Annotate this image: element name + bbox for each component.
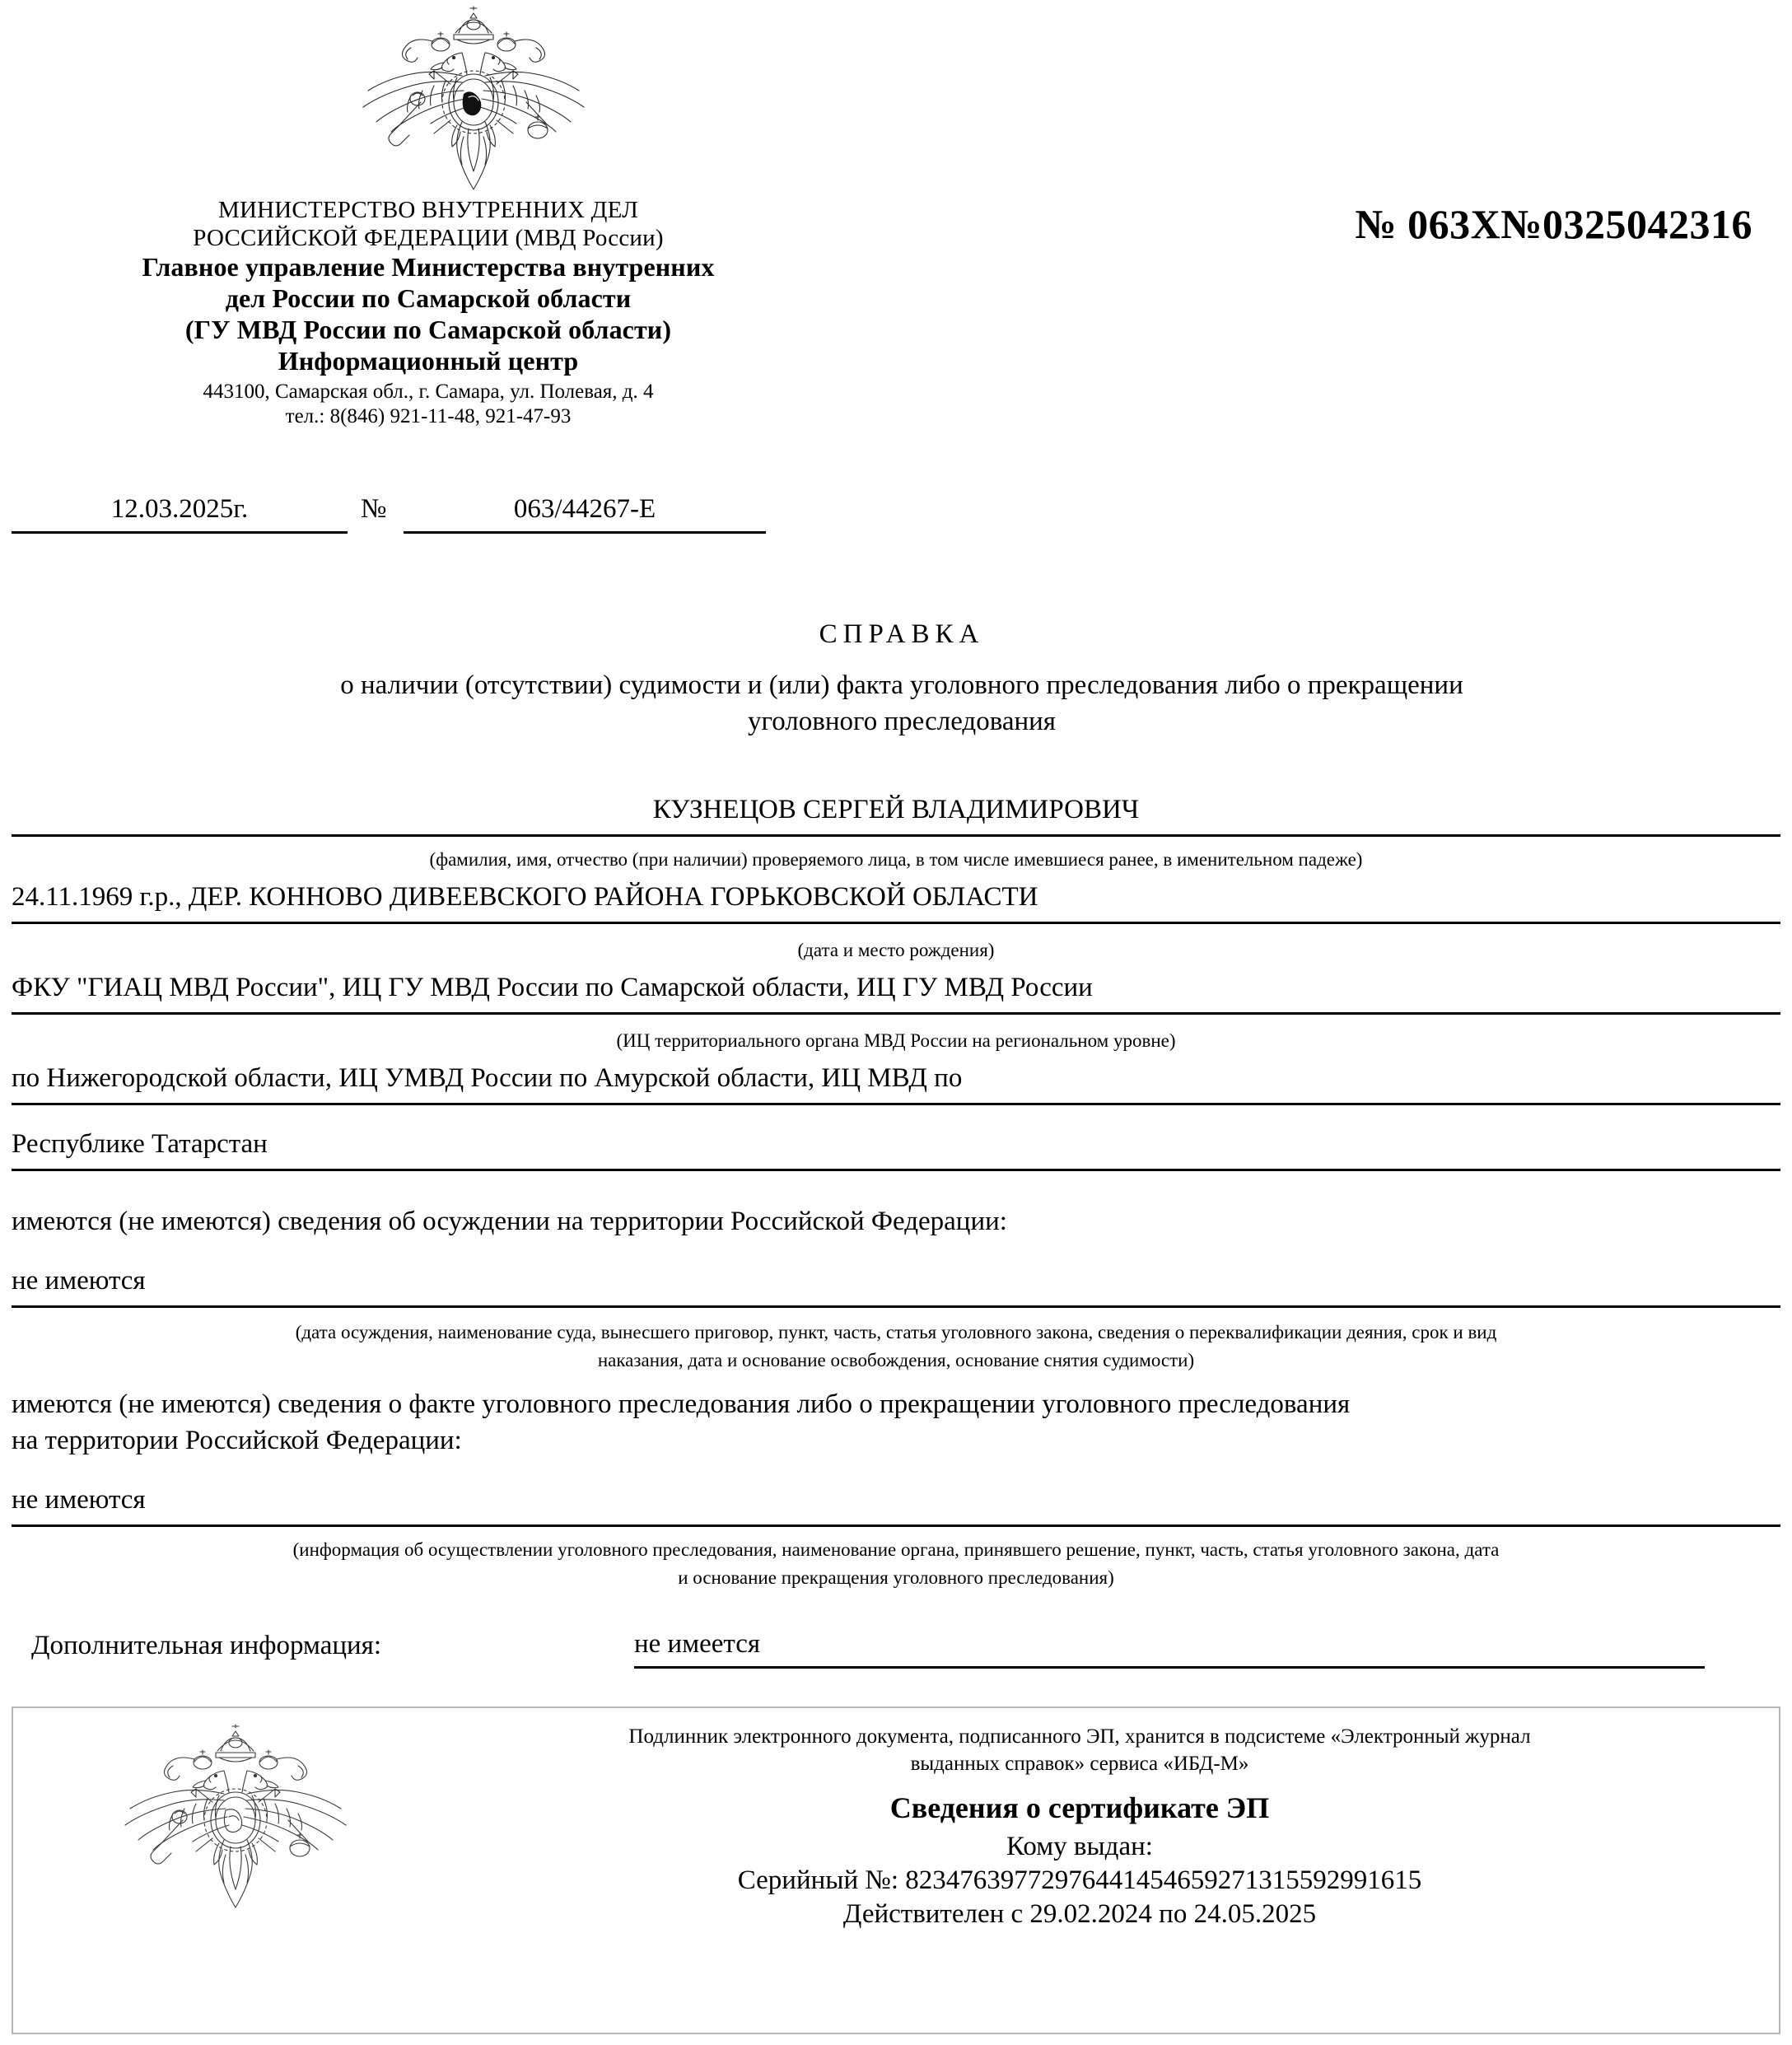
birth-value: 24.11.1969 г.р., ДЕР. КОННОВО ДИВЕЕВСКОГО РАЙОНА ГОРЬКОВСКОЙ ОБЛАСТИ bbox=[12, 882, 1038, 912]
department-line-3: (ГУ МВД России по Самарской области) bbox=[184, 314, 672, 344]
centers-field-line-1 bbox=[12, 970, 1780, 1015]
additional-information-label: Дополнительная информация: bbox=[31, 1631, 382, 1660]
conviction-caption-line-2: наказания, дата и основание освобождения, основание снятия судимости) bbox=[597, 1350, 1195, 1370]
birth-field bbox=[12, 880, 1780, 924]
number-symbol-label: № bbox=[361, 494, 387, 524]
certificate-issued-to-label: Кому выдан: bbox=[1006, 1832, 1153, 1861]
ministry-line-2: РОССИЙСКОЙ ФЕДЕРАЦИИ (МВД России) bbox=[193, 225, 664, 252]
centers-field-line-3 bbox=[12, 1127, 1780, 1171]
registration-number-field: 063/44267-Е bbox=[404, 494, 766, 534]
prosecution-question-line-1: имеются (не имеются) сведения о факте уголовного преследования либо о прекращении уголовного преследования bbox=[12, 1389, 1351, 1419]
prosecution-caption-line-2: и основание прекращения уголовного преследования) bbox=[678, 1567, 1114, 1588]
conviction-caption-line-1: (дата осуждения, наименование суда, вынесшего приговор, пункт, часть, статья уголовного закона, сведения о переквалификации деяния, срок и вид bbox=[295, 1322, 1497, 1342]
certificate-heading: Сведения о сертификате ЭП bbox=[889, 1791, 1270, 1824]
certificate-serial-number: Серийный №: 82347639772976441454659271315592991615 bbox=[737, 1865, 1422, 1895]
conviction-question: имеются (не имеются) сведения об осуждении на территории Российской Федерации: bbox=[12, 1207, 1007, 1236]
electronic-signature-box bbox=[12, 1707, 1780, 2034]
conviction-answer-value: не имеются bbox=[12, 1266, 146, 1296]
prosecution-answer-field bbox=[12, 1482, 1780, 1527]
signature-note-line-2: выданных справок» сервиса «ИБД-М» bbox=[910, 1753, 1249, 1775]
document-barcode-number: № 063Х№0325042316 bbox=[1355, 201, 1752, 247]
department-line-1: Главное управление Министерства внутренних bbox=[142, 252, 715, 282]
title-subtitle-line-1: о наличии (отсутствии) судимости и (или) факта уголовного преследования либо о прекращении bbox=[340, 670, 1463, 700]
department-line-2: дел России по Самарской области bbox=[225, 283, 632, 314]
page-title: СПРАВКА bbox=[819, 619, 985, 649]
centers-field-line-2 bbox=[12, 1061, 1780, 1105]
document-title-block bbox=[148, 619, 1655, 740]
full-name-field bbox=[12, 792, 1780, 837]
conviction-answer-field bbox=[12, 1263, 1780, 1308]
prosecution-caption-line-1: (информация об осуществлении уголовного преследования, наименование органа, принявшего решение, пункт, часть, статья уголовного закона, дата bbox=[292, 1539, 1500, 1560]
organization-address: 443100, Самарская обл., г. Самара, ул. Полевая, д. 4 bbox=[203, 381, 654, 404]
issue-date-field: 12.03.2025г. bbox=[12, 494, 348, 534]
centers-value-line-1: ФКУ "ГИАЦ МВД России", ИЦ ГУ МВД России по Самарской области, ИЦ ГУ МВД России bbox=[12, 973, 1093, 1002]
department-line-4: Информационный центр bbox=[278, 345, 579, 376]
prosecution-question-line-2: на территории Российской Федерации: bbox=[12, 1426, 462, 1455]
birth-caption: (дата и место рождения) bbox=[797, 940, 995, 960]
centers-caption: (ИЦ территориального органа МВД России на региональном уровне) bbox=[616, 1030, 1176, 1051]
certificate-validity-period: Действителен с 29.02.2024 по 24.05.2025 bbox=[842, 1899, 1317, 1929]
additional-information-value: не имеется bbox=[634, 1629, 1705, 1669]
centers-value-line-2: по Нижегородской области, ИЦ УМВД России по Амурской области, ИЦ МВД по bbox=[12, 1063, 963, 1093]
ministry-line-1: МИНИСТЕРСТВО ВНУТРЕННИХ ДЕЛ bbox=[217, 197, 639, 223]
full-name-caption: (фамилия, имя, отчество (при наличии) проверяемого лица, в том числе имевшиеся ранее, в именительном падеже) bbox=[429, 849, 1363, 870]
certificate-details bbox=[400, 1723, 1759, 1930]
date-and-number-row bbox=[0, 494, 824, 552]
centers-value-line-3: Республике Татарстан bbox=[12, 1129, 268, 1159]
document-header bbox=[0, 0, 1792, 527]
issuing-organization bbox=[16, 196, 840, 428]
prosecution-answer-value: не имеются bbox=[12, 1485, 146, 1515]
mvd-emblem-icon bbox=[63, 1723, 408, 1912]
full-name-value: КУЗНЕЦОВ СЕРГЕЙ ВЛАДИМИРОВИЧ bbox=[652, 795, 1140, 824]
title-subtitle-line-2: уголовного преследования bbox=[748, 706, 1056, 736]
organization-phone: тел.: 8(846) 921-11-48, 921-47-93 bbox=[285, 404, 572, 427]
signature-note-line-1: Подлинник электронного документа, подписанного ЭП, хранится в подсистеме «Электронный журнал bbox=[628, 1725, 1531, 1748]
mvd-emblem-icon bbox=[301, 5, 646, 194]
